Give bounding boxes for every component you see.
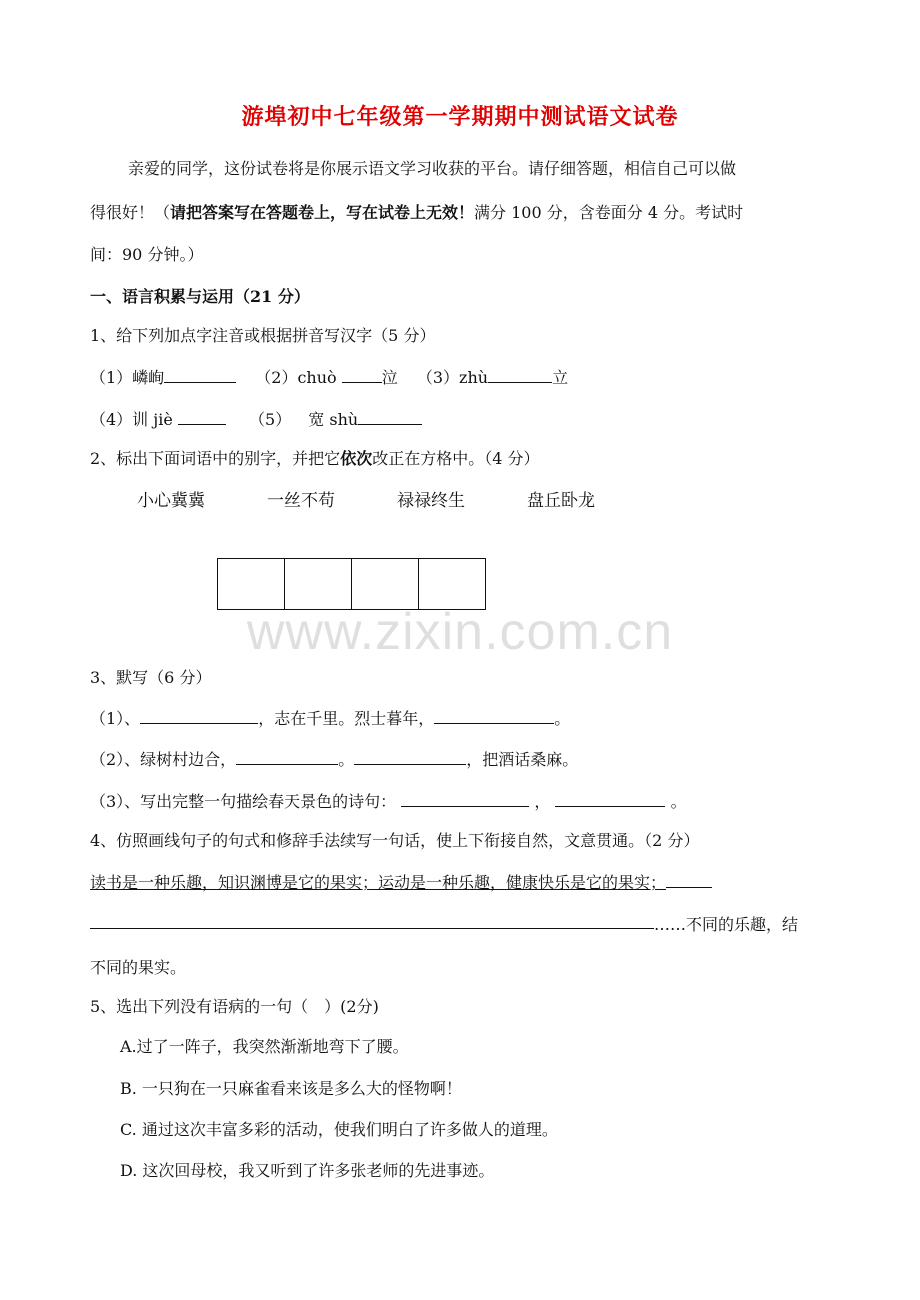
watermark: www.zixin.com.cn: [246, 603, 674, 661]
q3-l3-mid: ，: [534, 792, 551, 811]
q3-stem: 3、默写（6 分）: [90, 668, 212, 687]
q1-item-3: （3）zhù: [416, 368, 489, 387]
q3-line-1: [90, 705, 570, 729]
answer-blank[interactable]: [140, 705, 258, 724]
intro-score-text: 满分 100 分，含卷面分 4 分。考试时: [474, 203, 744, 222]
q5-option-a: A.过了一阵子，我突然渐渐地弯下了腰。: [120, 1037, 409, 1056]
section-heading: 一、语言积累与运用（21 分）: [90, 287, 310, 306]
q3-l3-end: 。: [670, 792, 687, 811]
answer-blank[interactable]: [358, 406, 422, 425]
q1-item-3-char: 立: [552, 368, 569, 387]
answer-blank[interactable]: [342, 364, 382, 383]
q2-stem: [90, 446, 539, 469]
q3-line-2: [90, 746, 578, 770]
q4-end: 不同的果实。: [90, 958, 187, 977]
q1-item-5-text: 宽 shù: [308, 410, 359, 429]
answer-blank[interactable]: [164, 364, 236, 383]
answer-blank[interactable]: [354, 746, 466, 765]
q1-row-2: [90, 406, 422, 430]
answer-blank[interactable]: [555, 788, 665, 807]
q2-word-4: 盘丘卧龙: [527, 491, 595, 511]
q3-l1-label: （1）、: [90, 709, 141, 728]
q4-underlined-sentence: 读书是一种乐趣，知识渊博是它的果实；运动是一种乐趣，健康快乐是它的果实；: [90, 873, 667, 892]
answer-blank[interactable]: [488, 364, 552, 383]
q4-line-1: [90, 869, 712, 893]
intro-warning: 请把答案写在答题卷上，写在试卷上无效！: [170, 203, 475, 222]
q5-stem: 5、选出下列没有语病的一句（ ）(2分): [90, 997, 379, 1016]
q5-option-b: B. 一只狗在一只麻雀看来该是多么大的怪物啊！: [120, 1079, 462, 1098]
q1-item-4: （4）训 jiè: [90, 410, 173, 429]
q4-stem: 4、仿照画线句子的句式和修辞手法续写一句话，使上下衔接自然，文意贯通。（2 分）: [90, 831, 700, 850]
q3-l3-text: （3）、写出完整一句描绘春天景色的诗句：: [90, 792, 397, 811]
answer-blank[interactable]: [236, 746, 338, 765]
q3-l1-text: ，志在千里。烈士暮年，: [258, 709, 435, 728]
answer-line[interactable]: [90, 928, 654, 929]
q2-emphasis: 依次: [340, 449, 373, 468]
q3-l2-text: （2）、绿树村边合，: [90, 750, 237, 769]
q1-stem: 1、给下列加点字注音或根据拼音写汉字（5 分）: [90, 326, 436, 345]
q1-item-5: （5）: [249, 410, 292, 429]
q2-word-3: 禄禄终生: [397, 491, 465, 511]
answer-blank[interactable]: [434, 705, 554, 724]
q1-item-2-char: 泣: [381, 368, 398, 387]
intro-text: 得很好！（: [90, 203, 171, 222]
q3-line-3: [90, 788, 687, 812]
q2-word-2: 一丝不苟: [267, 491, 335, 511]
q4-tail: ……不同的乐趣，结: [654, 915, 799, 934]
answer-blank[interactable]: [178, 406, 226, 425]
q2-stem-text: 2、标出下面词语中的别字，并把它: [90, 449, 341, 468]
exam-title: 游埠初中七年级第一学期期中测试语文试卷: [241, 104, 679, 130]
q1-item-1: （1）嶙峋: [90, 368, 165, 387]
answer-blank[interactable]: [401, 788, 529, 807]
q1-row-1: [90, 364, 568, 388]
answer-blank[interactable]: [666, 869, 712, 888]
q5-option-c: C. 通过这次丰富多彩的活动，使我们明白了许多做人的道理。: [120, 1120, 558, 1139]
q3-l1-end: 。: [554, 709, 571, 728]
q2-word-1: 小心冀冀: [137, 491, 205, 511]
intro-line-2: [90, 200, 743, 223]
q1-item-2: （2）chuò: [255, 368, 337, 387]
intro-line-1: 亲爱的同学，这份试卷将是你展示语文学习收获的平台。请仔细答题，相信自己可以做: [128, 159, 737, 178]
q3-l2-end: ，把酒话桑麻。: [466, 750, 579, 769]
q2-stem-tail: 改正在方格中。（4 分）: [372, 449, 540, 468]
q3-l2-mid: 。: [338, 750, 355, 769]
q5-option-d: D. 这次回母校，我又听到了许多张老师的先进事迹。: [120, 1161, 495, 1180]
intro-line-3: 间：90 分钟。）: [90, 245, 204, 264]
